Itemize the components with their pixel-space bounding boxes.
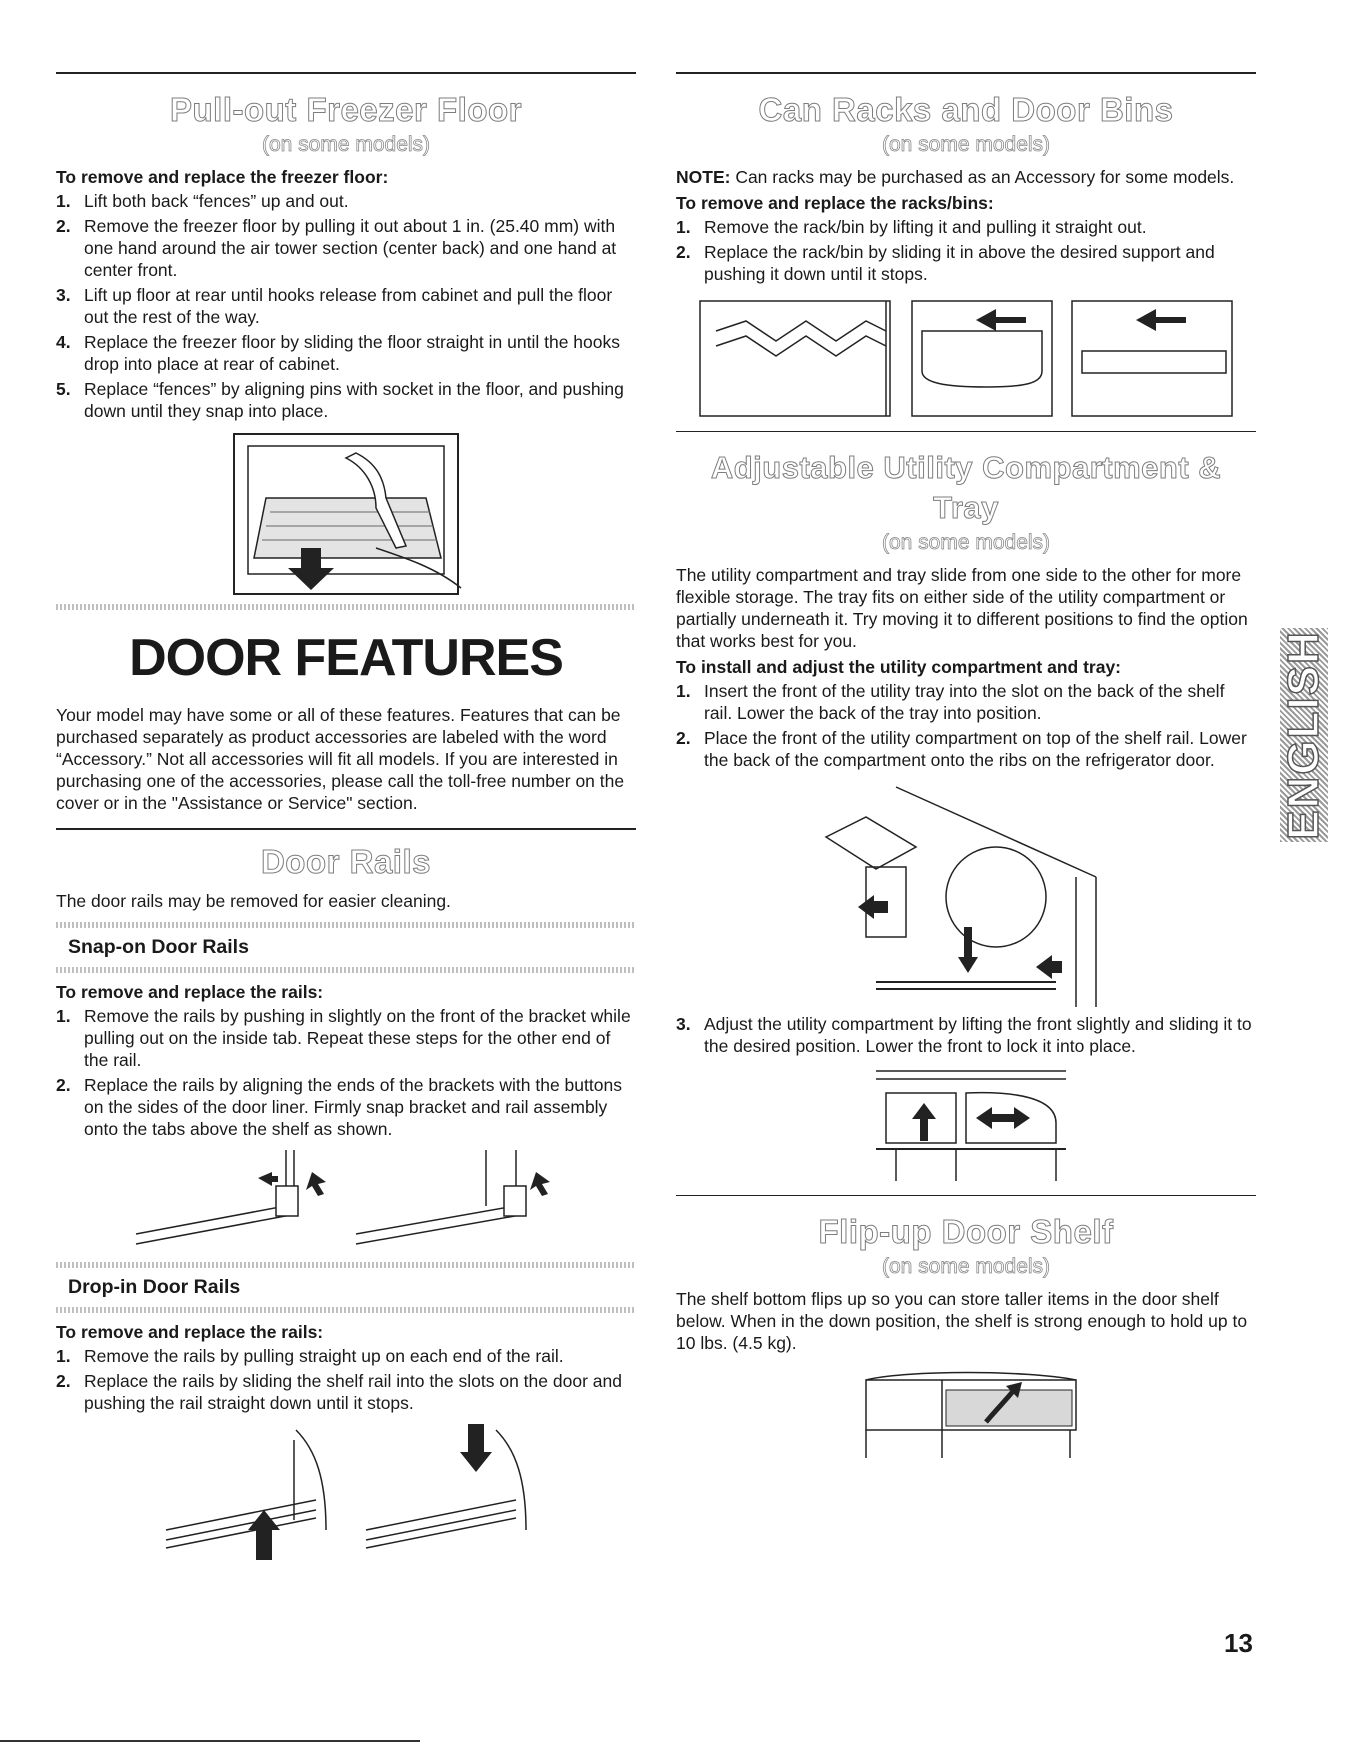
drop-in-rails-illustration xyxy=(146,1420,546,1570)
step-number: 2. xyxy=(56,216,71,236)
utility-step3 xyxy=(676,1013,1256,1057)
step-text: Remove the rails by pushing in slightly on the front of the bracket while pulling out on the inside tab. Repeat these steps for the other end of the rail. xyxy=(84,1006,631,1070)
list-item xyxy=(56,284,636,328)
page-number: 13 xyxy=(1224,1628,1253,1658)
hatch-divider xyxy=(56,1262,636,1268)
side-tab-label: ENGLISH xyxy=(1279,630,1329,840)
utility-title: Adjustable Utility Compartment & Tray xyxy=(710,450,1222,525)
list-item xyxy=(56,331,636,375)
can-racks-title: Can Racks and Door Bins xyxy=(758,91,1174,128)
step-number: 2. xyxy=(56,1371,71,1391)
door-rails-title: Door Rails xyxy=(260,843,432,880)
door-features-title: DOOR FEATURES xyxy=(129,629,563,687)
step-number: 1. xyxy=(56,1006,71,1026)
step-number: 2. xyxy=(676,728,691,748)
section-rule xyxy=(676,431,1256,432)
step-text: Lift up floor at rear until hooks release from cabinet and pull the floor out the rest of the way. xyxy=(84,285,613,327)
step-text: Remove the freezer floor by pulling it out about 1 in. (25.40 mm) with one hand around the air tower section (center back) and one hand at center front. xyxy=(84,216,617,280)
step-number: 1. xyxy=(56,191,71,211)
step-text: Lift both back “fences” up and out. xyxy=(84,191,349,211)
list-item xyxy=(56,378,636,422)
section-rule xyxy=(56,72,636,74)
can-racks-illustration xyxy=(686,291,1246,421)
step-text: Adjust the utility compartment by lifting the front slightly and sliding it to the desired position. Lower the front to lock it into place. xyxy=(704,1014,1252,1056)
snap-on-steps xyxy=(56,1005,636,1140)
can-racks-steps xyxy=(676,216,1256,285)
step-number: 5. xyxy=(56,379,71,399)
snap-on-rails-illustration xyxy=(126,1146,566,1256)
step-text: Insert the front of the utility tray into the slot on the back of the shelf rail. Lower the back of the tray into position. xyxy=(704,681,1225,723)
flip-up-shelf-illustration xyxy=(846,1360,1086,1460)
step-text: Replace the rails by sliding the shelf rail into the slots on the door and pushing the rail straight down until it stops. xyxy=(84,1371,622,1413)
utility-intro: To install and adjust the utility compartment and tray: xyxy=(676,657,1122,677)
list-item xyxy=(676,1013,1256,1057)
list-item xyxy=(56,1345,636,1367)
language-side-tab xyxy=(1280,628,1328,842)
step-number: 1. xyxy=(676,681,691,701)
freezer-floor-illustration xyxy=(226,428,466,598)
freezer-floor-subtitle: (on some models) xyxy=(261,133,431,156)
utility-subtitle: (on some models) xyxy=(881,531,1051,554)
list-item xyxy=(56,1005,636,1071)
note-text: Can racks may be purchased as an Accessory for some models. xyxy=(730,167,1235,187)
bottom-rule xyxy=(0,1740,420,1742)
freezer-floor-steps xyxy=(56,190,636,422)
step-number: 1. xyxy=(56,1346,71,1366)
flip-up-subtitle: (on some models) xyxy=(881,1255,1051,1278)
list-item xyxy=(56,1074,636,1140)
note-label: NOTE: xyxy=(676,167,731,187)
list-item xyxy=(676,241,1256,285)
snap-on-intro: To remove and replace the rails: xyxy=(56,982,324,1002)
flip-up-desc: The shelf bottom flips up so you can store taller items in the door shelf below. When in the down position, the shelf is strong enough to hold up to 10 lbs. (4.5 kg). xyxy=(676,1289,1248,1353)
utility-compartment-illustration xyxy=(816,777,1116,1007)
freezer-floor-intro: To remove and replace the freezer floor: xyxy=(56,167,389,187)
hatch-divider xyxy=(56,967,636,973)
step-text: Place the front of the utility compartment on top of the shelf rail. Lower the back of the compartment onto the ribs on the refrigerator door. xyxy=(704,728,1247,770)
step-number: 2. xyxy=(56,1075,71,1095)
flip-up-title: Flip-up Door Shelf xyxy=(818,1213,1114,1250)
step-text: Replace the rack/bin by sliding it in above the desired support and pushing it down until it stops. xyxy=(704,242,1215,284)
step-text: Replace “fences” by aligning pins with socket in the floor, and pushing down until they snap into place. xyxy=(84,379,624,421)
list-item xyxy=(676,680,1256,724)
step-text: Replace the rails by aligning the ends of the brackets with the buttons on the sides of the door liner. Firmly snap bracket and rail assembly onto the tabs above the shelf as shown. xyxy=(84,1075,622,1139)
door-features-intro: Your model may have some or all of these features. Features that can be purchased separately as product accessories are labeled with the word “Accessory.” Not all accessories will fit all models. If you are interested in purchasing one of the accessories, please call the toll-free number on the cover or in the "Assistance or Service" section. xyxy=(56,705,625,813)
utility-adjust-illustration xyxy=(856,1063,1076,1183)
can-racks-intro: To remove and replace the racks/bins: xyxy=(676,193,994,213)
step-number: 3. xyxy=(676,1014,691,1034)
step-number: 4. xyxy=(56,332,71,352)
step-text: Remove the rack/bin by lifting it and pulling it straight out. xyxy=(704,217,1147,237)
utility-steps xyxy=(676,680,1256,771)
drop-in-intro: To remove and replace the rails: xyxy=(56,1322,324,1342)
list-item xyxy=(56,215,636,281)
section-rule xyxy=(676,72,1256,74)
left-column xyxy=(56,72,636,1576)
right-column xyxy=(676,72,1256,1466)
section-rule xyxy=(676,1195,1256,1196)
hatch-divider xyxy=(56,922,636,928)
utility-desc: The utility compartment and tray slide from one side to the other for more flexible storage. The tray fits on either side of the utility compartment or partially underneath it. Try moving it to different positions to find the option that works best for you. xyxy=(676,565,1248,651)
hatch-divider xyxy=(56,604,636,610)
step-text: Replace the freezer floor by sliding the floor straight in until the hooks drop into place at rear of cabinet. xyxy=(84,332,620,374)
list-item xyxy=(676,216,1256,238)
list-item xyxy=(56,190,636,212)
drop-in-steps xyxy=(56,1345,636,1414)
door-rails-intro: The door rails may be removed for easier cleaning. xyxy=(56,891,451,911)
step-text: Remove the rails by pulling straight up on each end of the rail. xyxy=(84,1346,564,1366)
step-number: 3. xyxy=(56,285,71,305)
hatch-divider xyxy=(56,1307,636,1313)
step-number: 2. xyxy=(676,242,691,262)
drop-in-heading: Drop-in Door Rails xyxy=(68,1276,241,1298)
step-number: 1. xyxy=(676,217,691,237)
list-item xyxy=(676,727,1256,771)
can-racks-note xyxy=(676,166,1256,188)
section-rule xyxy=(56,828,636,830)
can-racks-subtitle: (on some models) xyxy=(881,133,1051,156)
list-item xyxy=(56,1370,636,1414)
snap-on-heading: Snap-on Door Rails xyxy=(68,936,249,958)
freezer-floor-title: Pull-out Freezer Floor xyxy=(169,91,523,128)
